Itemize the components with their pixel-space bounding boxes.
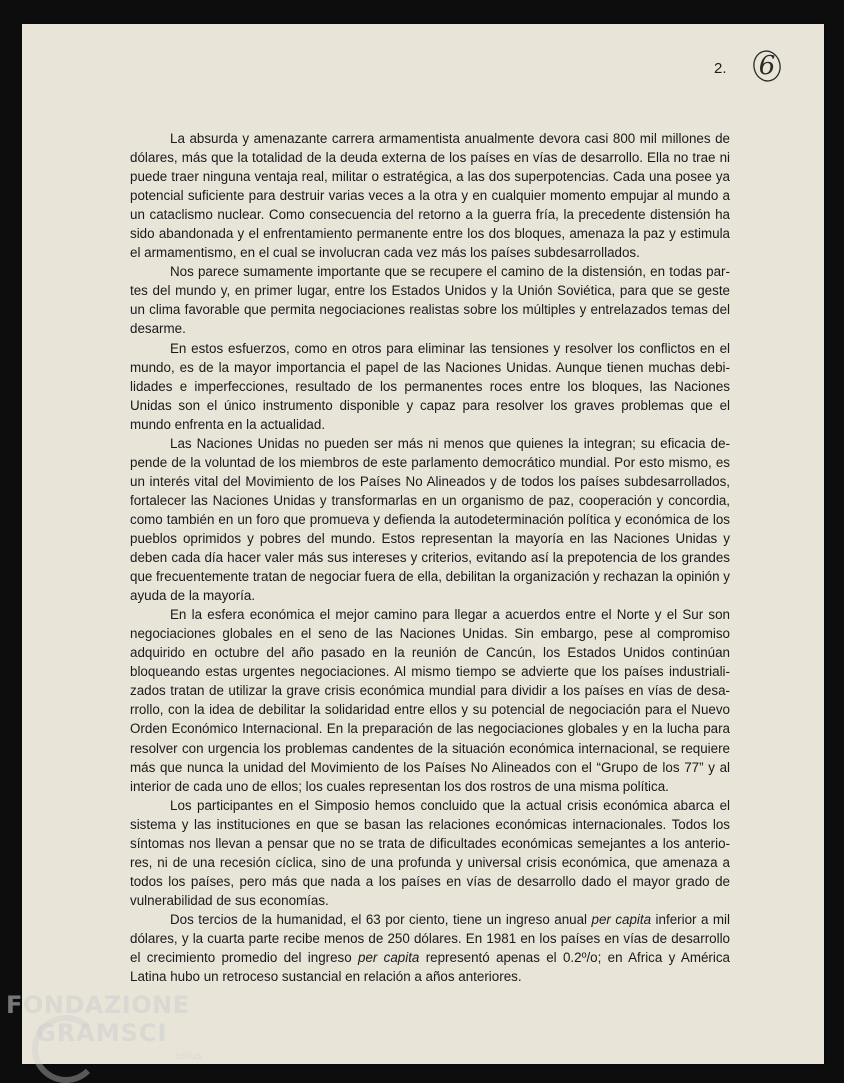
paragraph-text: En estos esfuerzos, como en otros para eliminar las tensiones y resolver los conflictos en el mundo, es de la mayor importancia el papel de las Naciones Unidas. Aunque tienen muchas debilidades e imperfecciones, resultado de los permanentes roces entre los bloques, las Naciones Unidas son el único instrumento disponible y capaz para resolver los graves problemas que el mundo enfrenta en la actualidad.	[130, 340, 730, 432]
handwritten-circle-icon	[750, 48, 784, 84]
document-page	[22, 24, 824, 1064]
page-number: 2.	[714, 60, 727, 77]
watermark-line1: FONDAZIONE	[6, 991, 190, 1019]
watermark-line3: onlus	[175, 1051, 202, 1062]
paragraph-text: Dos tercios de la humanidad, el 63 por ciento, tiene un ingreso anual	[170, 911, 592, 927]
paragraph-text: En la esfera económica el mejor camino para llegar a acuerdos entre el Norte y el Sur son negociaciones globales en el seno de las Naciones Unidas. Sin embargo, pese al compromiso adquirido en octubre del año pasado en la reunión de Cancún, los Estados Unidos continúan bloqueando estas urgentes negociaciones. Al mismo tiempo se advierte que los países industrializados tratan de utilizar la grave crisis económica mundial para dividir a los países en vías de desarrollo, con la idea de debilitar la solidaridad entre ellos y su potencial de negociación para el Nuevo Orden Económico Internacional. En la preparación de las negociaciones globales y en la lucha para resolver con urgencia los problemas candentes de la situación económica internacional, se requiere más que nunca la unidad del Movimiento de los Países No Alineados con el “Grupo de los 77” y al interior de cada uno de ellos; los cuales representan los dos rostros de una misma política.	[130, 607, 730, 794]
paragraph-text: La absurda y amenazante carrera armamentista anualmente devora casi 800 mil millones de dólares, más que la totalidad de la deuda externa de los países en vías de desarrollo. Ella no trae ni puede traer ninguna ventaja real, militar o estratégica, a las dos superpotencias. Cada una posee ya potencial suficiente para destruir varias veces a la otra y en cualquier momento empujar al mundo a un cataclismo nuclear. Como consecuencia del retorno a la guerra fría, la precedente distensión ha sido abandonada y el enfrentamiento permanente entre los dos bloques, amenaza la paz y estimula el armamentismo, en el cual se involucran cada vez más los países subdesarrollados.	[130, 131, 730, 261]
paragraph-text: Los participantes en el Simposio hemos concluido que la actual crisis económica abarca el sistema y las instituciones en que se basan las relaciones económicas internacionales. Todos los síntomas nos llevan a pensar que no se trata de dificultades económicas semejantes a los anteriores, ni de una recesión cíclica, sino de una profunda y universal crisis económica, que amenaza a todos los países, pero más que nada a los países en vías de desarrollo dado el mayor grado de vulnerabilidad de sus economías.	[130, 797, 730, 908]
paragraph	[130, 129, 730, 262]
handwritten-number: 6	[758, 51, 776, 81]
watermark-line2: GRAMSCI	[36, 1019, 168, 1047]
paragraph	[130, 605, 730, 795]
paragraph-text: representó apenas el 0.2º/o; en Africa y América Latina hubo un retroceso sustancial en relación a años anteriores.	[130, 950, 730, 985]
italic-text: per capita	[591, 911, 652, 927]
paragraph	[130, 796, 730, 910]
paragraph	[130, 262, 730, 338]
handwritten-page-number	[750, 48, 784, 84]
italic-text: per capita	[358, 950, 420, 966]
paragraph-text: inferior a mil dólares, y la cuarta parte recibe menos de 250 dólares. En 1981 en los países en vías de desarrollo el crecimiento promedio del ingreso	[130, 911, 730, 966]
paragraph	[130, 910, 730, 986]
body-text	[130, 129, 730, 986]
paragraph-text: Las Naciones Unidas no pueden ser más ni menos que quienes la integran; su eficacia depende de la voluntad de los miembros de este parlamento democrático mundial. Por esto mismo, es un interés vital del Movimiento de los Países No Alineados y de todos los países subdesarrollados, fortalecer las Naciones Unidas y transformarlas en un organismo de paz, cooperación y concordia, como también en un foro que promueva y defienda la autodeterminación política y económica de los pueblos oprimidos y pobres del mundo. Estos representan la mayoría en las Naciones Unidas y deben cada día hacer valer más sus intereses y criterios, evitando así la prepotencia de los grandes que frecuentemente tratan de negociar fuera de ella, debilitan la organización y rechazan la opinión y ayuda de la mayoría.	[130, 435, 730, 604]
paragraph	[130, 434, 730, 605]
paragraph-text: Nos parece sumamente importante que se recupere el camino de la distensión, en todas partes del mundo y, en primer lugar, entre los Estados Unidos y la Unión Soviética, para que se geste un clima favorable que permita negociaciones realistas sobre los múltiples y entrelazados temas del desarme.	[130, 264, 730, 337]
paragraph	[130, 339, 730, 434]
